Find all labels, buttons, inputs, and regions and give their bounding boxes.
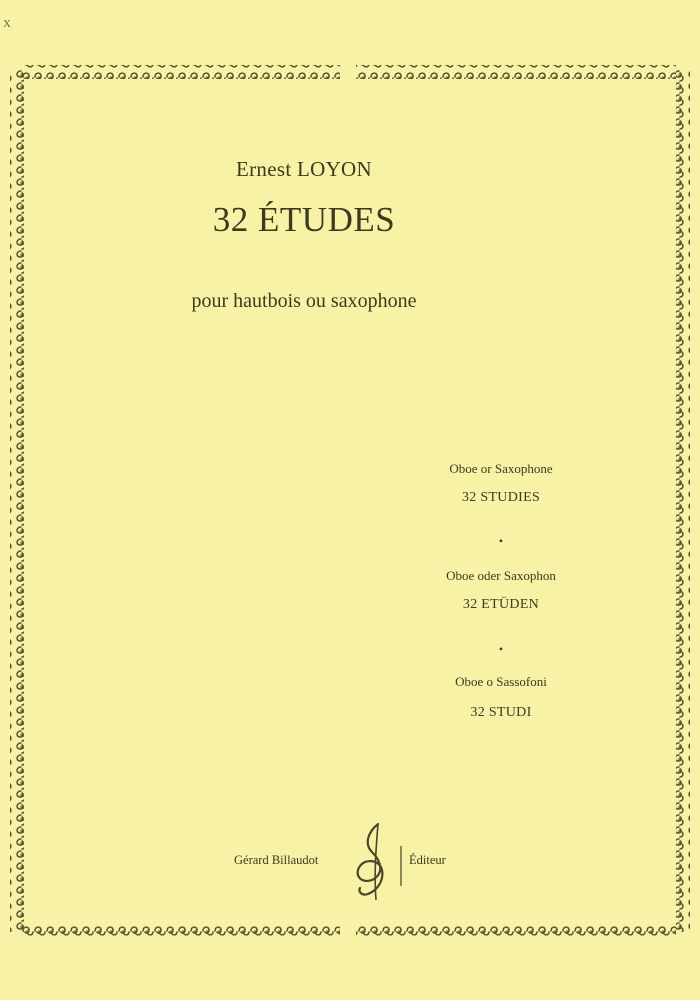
translation-instrument-it: Oboe o Sassofoni [455,674,547,689]
translation-instrument-de: Oboe oder Saxophon [446,568,556,583]
separator-bullet: • [498,642,504,656]
corner-mark: X [3,18,11,30]
border-top-right [356,65,676,79]
work-subtitle: pour hautbois ou saxophone [191,290,417,312]
border-right [676,70,690,932]
border-bottom-left [22,922,340,936]
translation-title-de: 32 ETÜDEN [462,597,540,612]
translation-title-en: 32 STUDIES [461,490,541,505]
separator-bullet: • [498,534,504,548]
translation-instrument-en: Oboe or Saxophone [449,461,553,476]
translation-title-it: 32 STUDI [470,705,532,720]
work-title: 32 ÉTUDES [212,200,396,239]
composer-name: Ernest LOYON [236,157,372,181]
publisher-name: Gérard Billaudot [234,853,319,867]
publisher-role: Éditeur [409,853,446,867]
treble-clef-logo-icon [338,818,408,902]
border-top-left [22,65,340,79]
border-bottom-right [356,922,676,936]
